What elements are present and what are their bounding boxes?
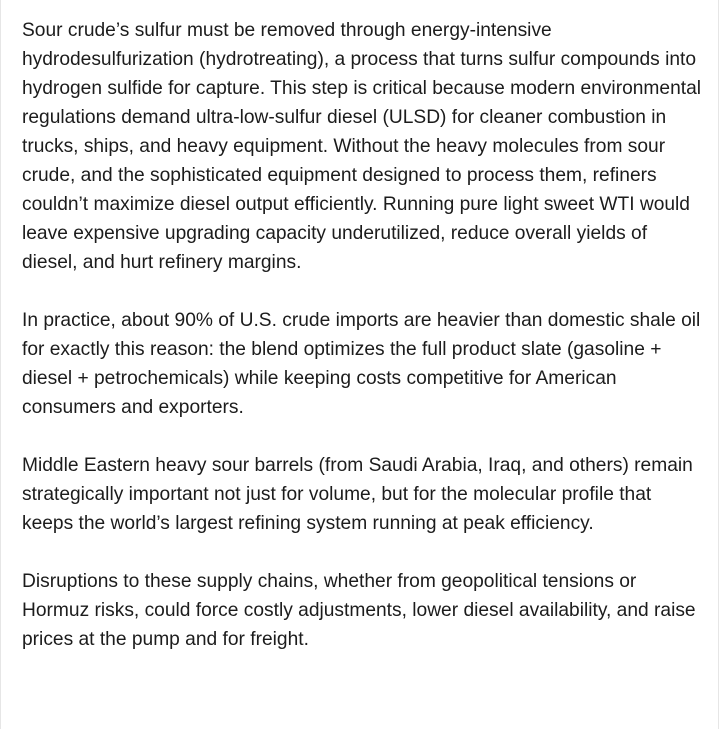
paragraph-hydrotreating: Sour crude’s sulfur must be removed through energy-intensive hydrodesulfurization (hydrotreating), a process that turns sulfur compounds into hydrogen sulfide for capture. This step is critical because modern environmental regulations demand ultra-low-sulfur diesel (ULSD) for cleaner combustion in trucks, ships, and heavy equipment. Without the heavy molecules from sour crude, and the sophisticated equipment designed to process them, refiners couldn’t maximize diesel output efficiently. Running pure light sweet WTI would leave expensive upgrading capacity underutilized, reduce overall yields of diesel, and hurt refinery margins.	[22, 20, 702, 273]
paragraph-disruptions: Disruptions to these supply chains, whether from geopolitical tensions or Hormuz risks, could force costly adjustments, lower diesel availability, and raise prices at the pump and for freight.	[22, 571, 696, 650]
paragraph-middle-east: Middle Eastern heavy sour barrels (from Saudi Arabia, Iraq, and others) remain strategically important not just for volume, but for the molecular profile that keeps the world’s largest refining system running at peak efficiency.	[22, 455, 693, 534]
article-body	[22, 16, 706, 654]
paragraph-imports: In practice, about 90% of U.S. crude imports are heavier than domestic shale oil for exactly this reason: the blend optimizes the full product slate (gasoline + diesel + petrochemicals) while keeping costs competitive for American consumers and exporters.	[22, 310, 701, 418]
